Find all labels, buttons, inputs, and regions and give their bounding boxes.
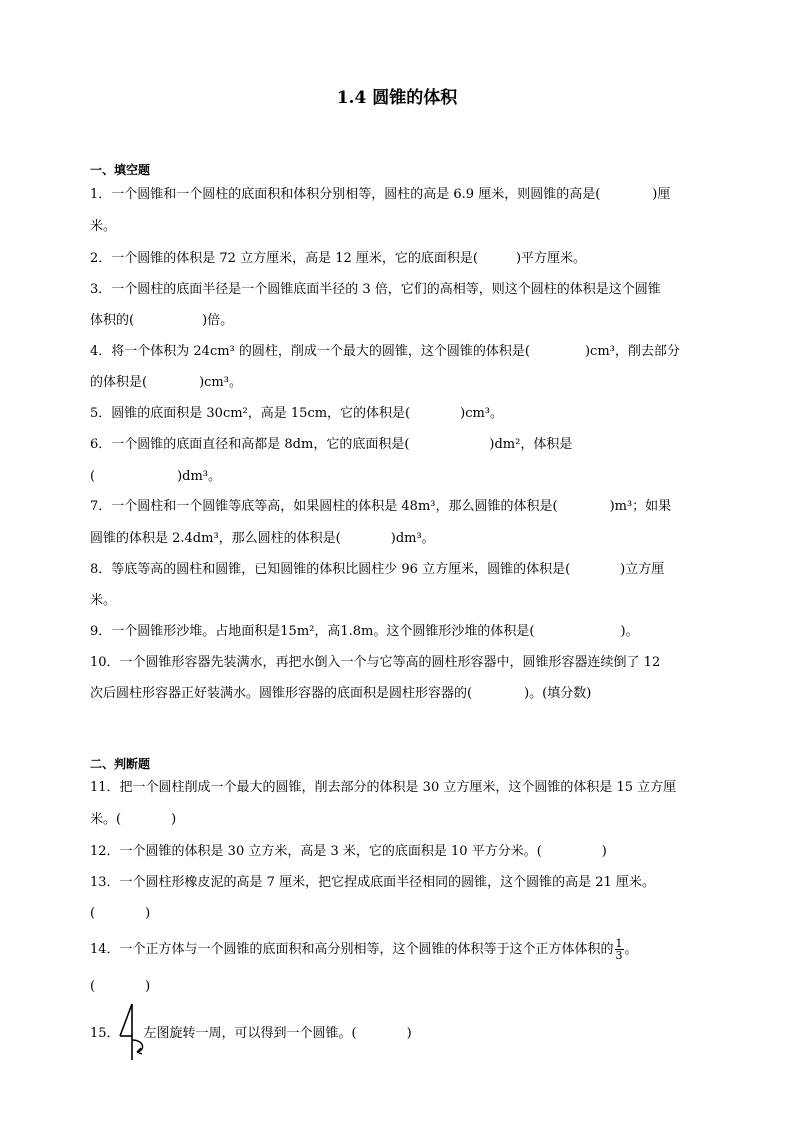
section-fill-in: 一、填空题: [90, 163, 151, 177]
q8-unit: )立方厘: [620, 562, 665, 577]
q4-text-2: 的体积是(: [90, 375, 148, 390]
q7-text: 7．一个圆柱和一个圆锥等底等高，如果圆柱的体积是 48m³，那么圆锥的体积是(: [90, 499, 558, 514]
question-13-line-2: [90, 905, 710, 923]
question-14-line-2: [90, 978, 710, 996]
q10-text: 次后圆柱形容器正好装满水。圆锥形容器的底面积是圆柱形容器的(: [90, 686, 473, 701]
q1-text: 1．一个圆锥和一个圆柱的底面积和体积分别相等，圆柱的高是 6.9 厘米，则圆锥的高是(: [90, 187, 601, 202]
question-2: [90, 250, 710, 268]
q3-unit: )倍。: [202, 313, 234, 328]
question-10-line-1: 10．一个圆锥形容器先装满水，再把水倒入一个与它等高的圆柱形容器中，圆锥形容器连续倒了 12: [90, 655, 661, 670]
q8-text: 8．等底等高的圆柱和圆锥，已知圆锥的体积比圆柱少 96 立方厘米，圆锥的体积是(: [90, 562, 571, 577]
q10-hint: )。(填分数): [524, 686, 592, 701]
page-title: 1.4 圆锥的体积: [336, 88, 458, 108]
q4-text: 4．将一个体积为 24cm³ 的圆柱，削成一个最大的圆锥，这个圆锥的体积是(: [90, 344, 530, 359]
question-1-line-2: 米。: [90, 219, 117, 234]
question-13-line-1: 13．一个圆柱形橡皮泥的高是 7 厘米，把它捏成底面半径相同的圆锥，这个圆锥的高是 21 厘米。: [90, 875, 655, 890]
question-3-line-1: 3．一个圆柱的底面半径是一个圆锥底面半径的 3 倍，它们的高相等，则这个圆柱的体积是这个圆锥: [90, 282, 661, 297]
question-14-line-1: [90, 938, 710, 961]
question-4-line-1: [90, 343, 710, 361]
q6-open-paren: (: [90, 469, 96, 484]
question-7-line-1: [90, 498, 710, 516]
fraction-one-third: [615, 938, 624, 961]
q6-unit-2: )dm³。: [177, 469, 222, 484]
q11-close: ): [171, 812, 177, 827]
section-true-false: 二、判断题: [90, 757, 151, 771]
triangle-hypotenuse: [120, 1004, 132, 1036]
q4-unit-2: )cm³。: [199, 375, 242, 390]
question-5: [90, 405, 710, 423]
question-8-line-2: 米。: [90, 593, 117, 608]
fraction-denominator: 3: [615, 949, 623, 962]
question-4-line-2: [90, 374, 710, 392]
q13-open: (: [90, 906, 96, 921]
q15-close: ): [406, 1026, 412, 1041]
question-7-line-2: [90, 530, 710, 548]
q2-text: 2．一个圆锥的体积是 72 立方厘米，高是 12 厘米，它的底面积是(: [90, 251, 478, 266]
q12-text: 12．一个圆锥的体积是 30 立方米，高是 3 米，它的底面积是 10 平方分米。(: [90, 844, 542, 859]
q13-close: ): [145, 906, 151, 921]
question-1-line-1: [90, 186, 710, 204]
q9-text: 9．一个圆锥形沙堆。占地面积是15m²，高1.8m。这个圆锥形沙堆的体积是(: [90, 624, 535, 639]
question-12: [90, 843, 710, 861]
q6-unit-1: )dm²，体积是: [489, 437, 573, 452]
question-8-line-1: [90, 561, 710, 579]
q12-close: ): [601, 844, 607, 859]
q15-text: 左图旋转一周，可以得到一个圆锥。(: [143, 1026, 357, 1041]
question-6-line-1: [90, 436, 710, 454]
q3-text: 体积的(: [90, 313, 135, 328]
q5-text: 5．圆锥的底面积是 30cm²，高是 15cm，它的体积是(: [90, 406, 411, 421]
question-11-line-2: [90, 811, 710, 829]
q1-unit: )厘: [652, 187, 671, 202]
q2-unit: )平方厘米。: [515, 251, 587, 266]
fraction-numerator: 1: [615, 937, 623, 950]
q14-period: 。: [624, 942, 638, 957]
q7-text-2: 圆锥的体积是 2.4dm³，那么圆柱的体积是(: [90, 531, 341, 546]
q14-open: (: [90, 979, 96, 994]
q7-unit-1: )m³；如果: [609, 499, 672, 514]
q5-unit: )cm³。: [460, 406, 504, 421]
question-9: [90, 623, 710, 641]
q7-unit-2: )dm³。: [390, 531, 435, 546]
question-6-line-2: [90, 468, 710, 486]
q4-unit-1: )cm³，削去部分: [584, 344, 680, 359]
q14-text: 14．一个正方体与一个圆锥的底面积和高分别相等，这个圆锥的体积等于这个正方体体积的: [90, 942, 614, 957]
q14-close: ): [145, 979, 151, 994]
rotation-arrow-arc: [132, 1040, 143, 1052]
rotation-triangle-figure: [118, 1002, 152, 1062]
q15-number: 15．: [90, 1026, 120, 1041]
question-15: [90, 1025, 710, 1043]
question-11-line-1: 11．把一个圆柱削成一个最大的圆锥，削去部分的体积是 30 立方厘米，这个圆锥的体积是 15 立方厘: [90, 780, 677, 795]
question-10-line-2: [90, 685, 710, 703]
q11-text: 米。(: [90, 812, 122, 827]
q6-text: 6．一个圆锥的底面直径和高都是 8dm，它的底面积是(: [90, 437, 410, 452]
question-3-line-2: [90, 312, 710, 330]
q9-close: )。: [620, 624, 639, 639]
